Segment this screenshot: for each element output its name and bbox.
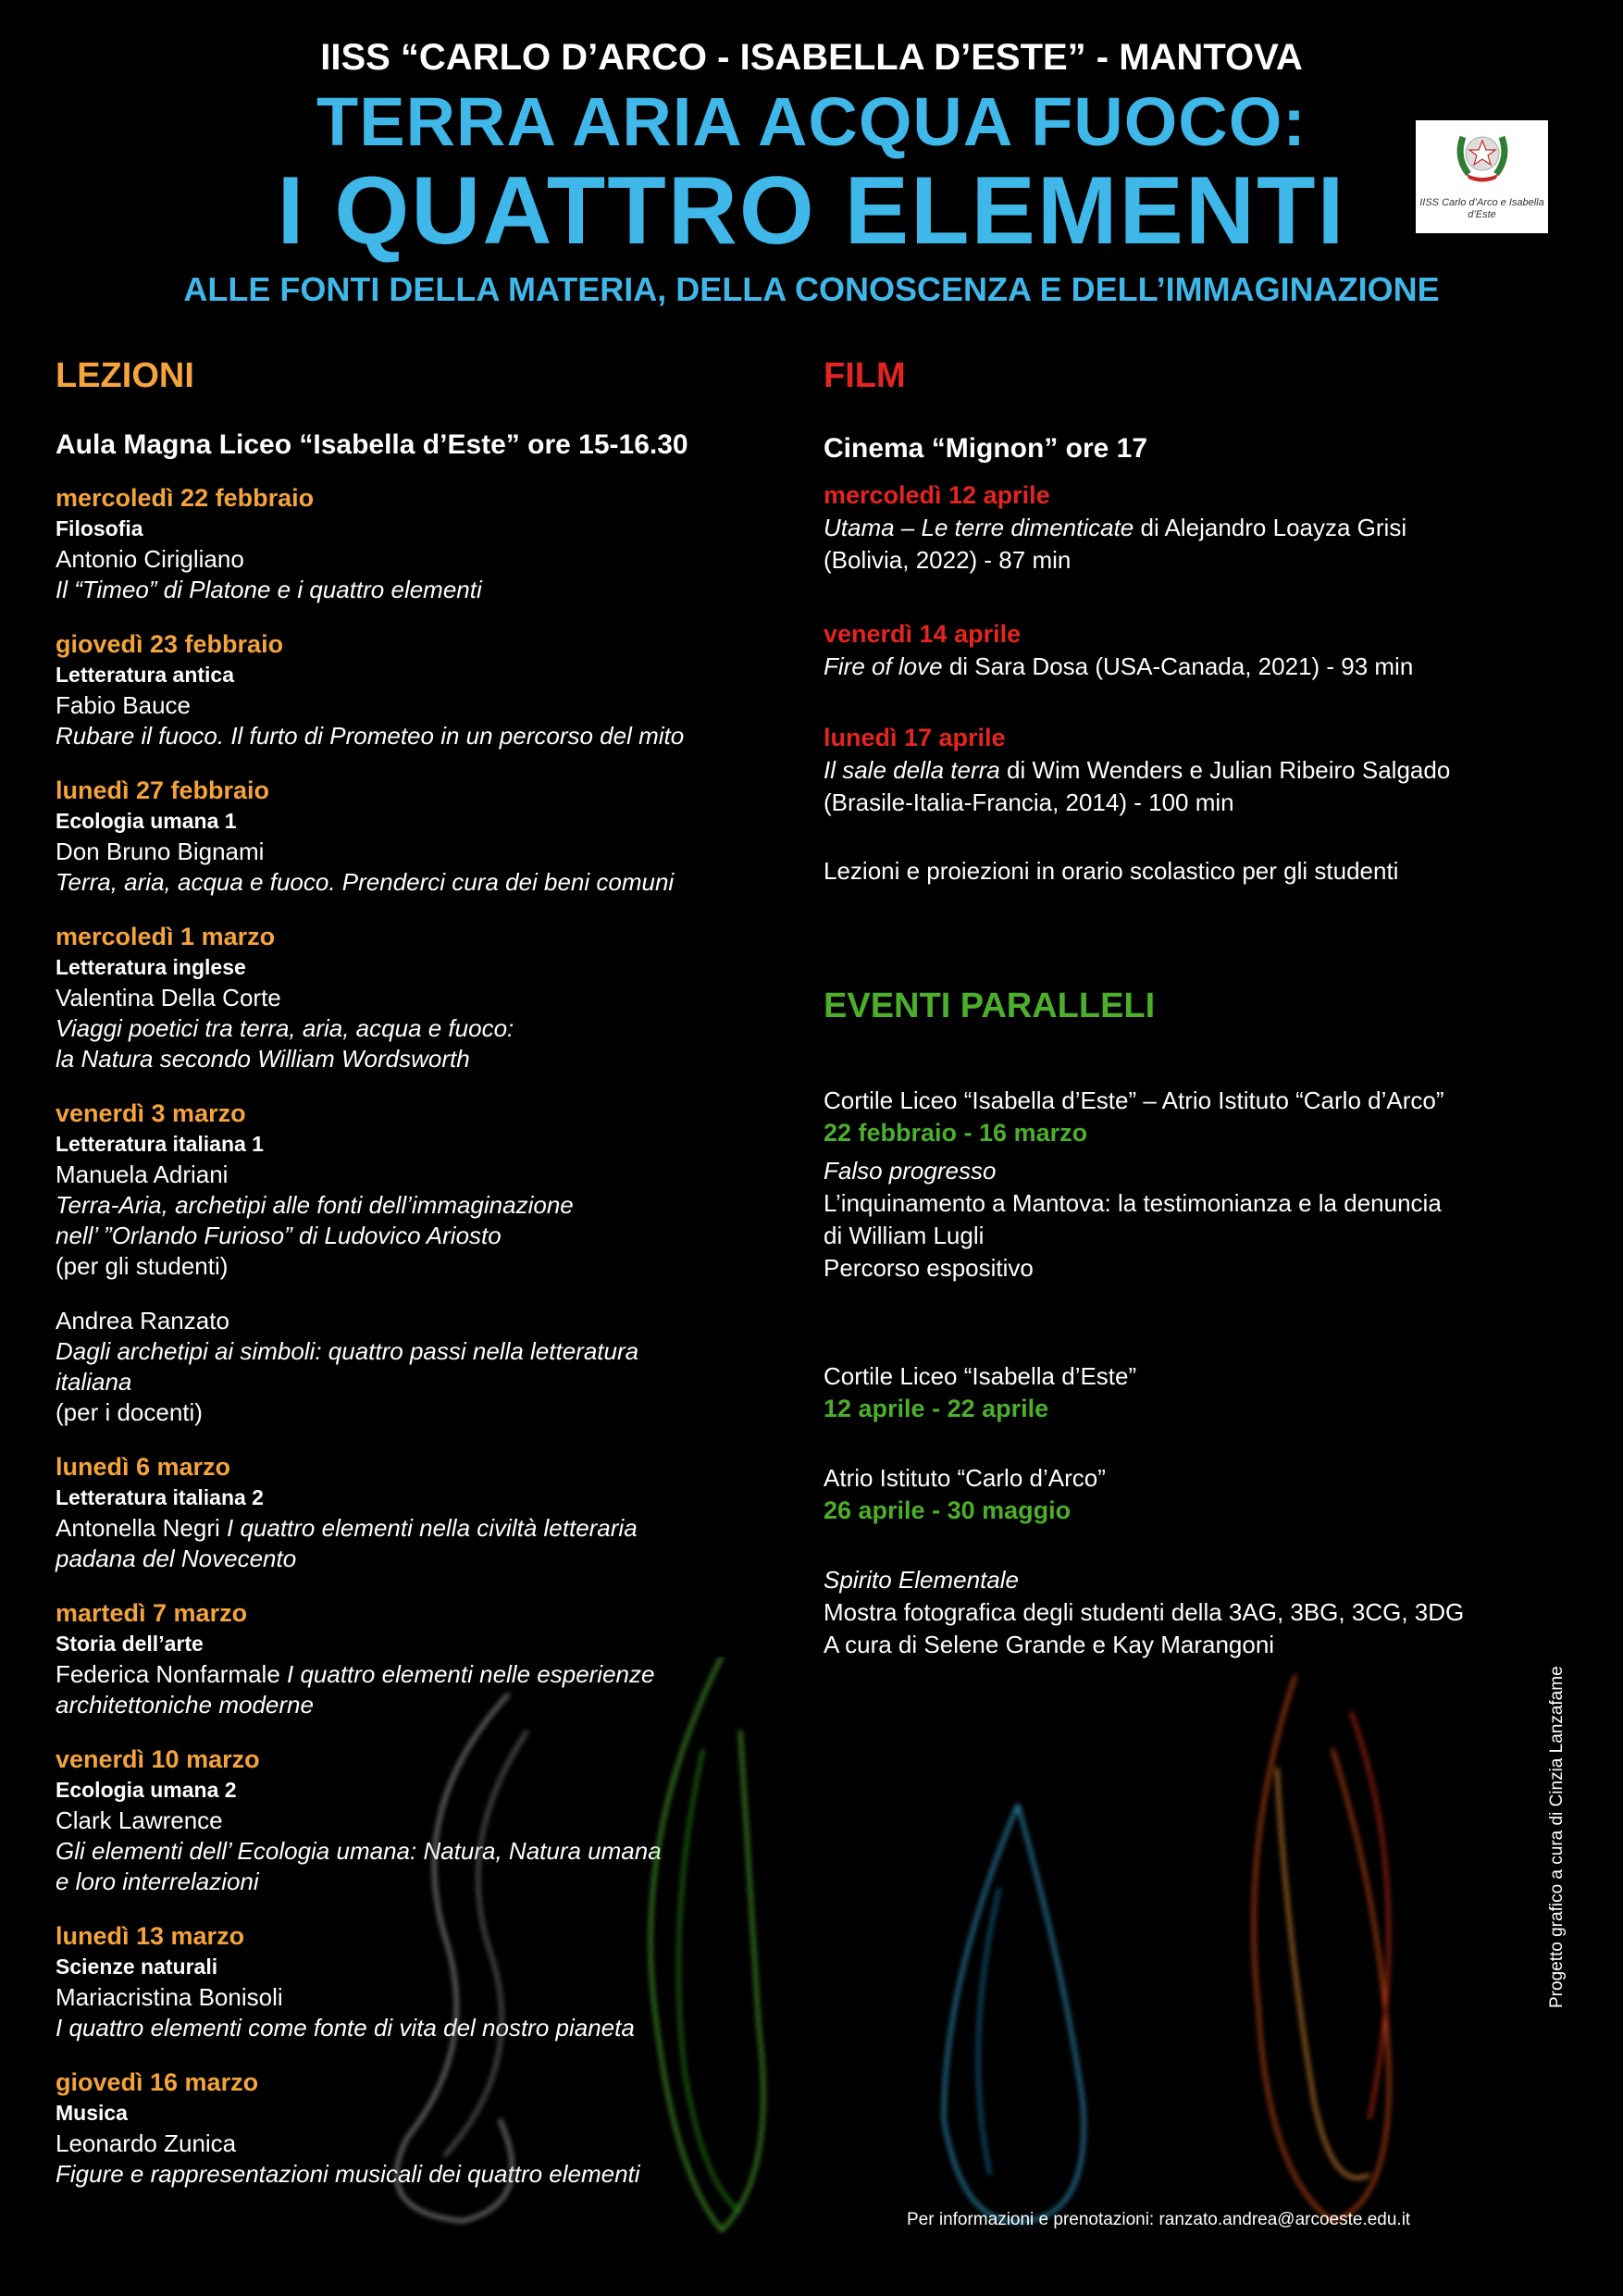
lecture-entry <box>56 483 787 605</box>
lecture-subject: Letteratura italiana 1 <box>56 1132 264 1156</box>
title-text: Gli elementi dell’ Ecologia umana: Natura, Natura umana <box>56 1837 662 1865</box>
text-line <box>56 721 787 751</box>
lecture-date: martedì 7 marzo <box>56 1599 248 1627</box>
film-entry <box>824 479 1564 577</box>
lecture-date: lunedì 27 febbraio <box>56 776 270 804</box>
school-logo <box>1416 120 1548 233</box>
lecture-subject: Letteratura inglese <box>56 955 246 979</box>
film-note: Lezioni e proiezioni in orario scolastico per gli studenti <box>824 857 1399 885</box>
text: Clark Lawrence <box>56 1806 223 1834</box>
lecture-date: lunedì 6 marzo <box>56 1453 231 1481</box>
text-line <box>56 1306 787 1336</box>
info-contact: Per informazioni e prenotazioni: ranzato.andrea@arcoeste.edu.it <box>907 2210 1411 2229</box>
text-line <box>56 1513 787 1544</box>
title-text: I quattro elementi nelle esperienze <box>287 1660 655 1688</box>
text-line <box>56 544 787 575</box>
film-date: venerdì 14 aprile <box>824 620 1022 648</box>
text-line <box>56 1044 787 1074</box>
graphic-credit: Progetto grafico a cura di Cinzia Lanzafame <box>1547 1666 1567 2008</box>
text: (per gli studenti) <box>56 1252 229 1280</box>
lecture-entry <box>56 922 787 1074</box>
text-line <box>56 1160 787 1190</box>
text: A cura di Selene Grande e Kay Marangoni <box>824 1631 1275 1658</box>
title-line-2: I QUATTRO ELEMENTI <box>277 157 1346 265</box>
lecture-subject: Storia dell’arte <box>56 1632 204 1656</box>
title-line-1: TERRA ARIA ACQUA FUOCO: <box>316 83 1307 160</box>
title-text: Terra, aria, acqua e fuoco. Prenderci cura dei beni comuni <box>56 868 675 896</box>
lecture-date: giovedì 23 febbraio <box>56 630 284 658</box>
text-line <box>824 1596 1564 1629</box>
title-text: Viaggi poetici tra terra, aria, acqua e fuoco: <box>56 1014 514 1042</box>
text-line <box>824 1220 1564 1252</box>
text-line <box>56 867 787 898</box>
title-text: la Natura secondo William Wordsworth <box>56 1045 470 1073</box>
text: (per i docenti) <box>56 1398 203 1426</box>
text-line <box>56 1544 787 1574</box>
text-line <box>824 512 1564 544</box>
lecture-entry <box>56 1098 787 1282</box>
text-line <box>56 983 787 1013</box>
lezioni-venue: Aula Magna Liceo “Isabella d’Este” ore 15-16.30 <box>56 429 688 460</box>
lecture-subject: Ecologia umana 2 <box>56 1778 237 1802</box>
lecture-date: venerdì 3 marzo <box>56 1099 246 1127</box>
text: Leonardo Zunica <box>56 2129 237 2157</box>
film-entry <box>824 618 1564 683</box>
text: di Alejandro Loayza Grisi <box>1134 514 1407 541</box>
text-line <box>824 651 1564 683</box>
title-text: Falso progresso <box>824 1157 997 1185</box>
title-text: Dagli archetipi ai simboli: quattro passi nella letteratura <box>56 1337 639 1365</box>
title-text: Il sale della terra <box>824 756 1000 784</box>
event-dates: 26 aprile - 30 maggio <box>824 1496 1072 1524</box>
event-dates: 12 aprile - 22 aprile <box>824 1395 1049 1422</box>
title-text: Fire of love <box>824 652 943 680</box>
film-date: mercoledì 12 aprile <box>824 481 1050 509</box>
emblem-icon <box>1450 120 1515 192</box>
text-line <box>824 544 1564 577</box>
text-line <box>56 1397 787 1428</box>
text: Manuela Adriani <box>56 1160 229 1188</box>
air-flame <box>397 1694 513 2221</box>
lecture-subject: Letteratura antica <box>56 663 235 687</box>
lecture-subject: Filosofia <box>56 516 143 540</box>
text-line <box>56 1251 787 1282</box>
text: di Sara Dosa (USA-Canada, 2021) - 93 min <box>942 652 1414 680</box>
earth-flame <box>650 1657 763 2230</box>
text-line <box>824 787 1564 819</box>
subtitle: ALLE FONTI DELLA MATERIA, DELLA CONOSCENZA E DELL’IMMAGINAZIONE <box>183 270 1440 308</box>
event-place: Cortile Liceo “Isabella d’Este” <box>824 1362 1137 1390</box>
school-name: IISS “CARLO D’ARCO - ISABELLA D’ESTE” - MANTOVA <box>320 37 1303 78</box>
text: Andrea Ranzato <box>56 1307 229 1334</box>
event-entry <box>824 1462 1564 1533</box>
title-text: Terra-Aria, archetipi alle fonti dell’immaginazione <box>56 1191 574 1219</box>
lecture-date: mercoledì 22 febbraio <box>56 484 315 512</box>
text: di Wim Wenders e Julian Ribeiro Salgado <box>999 756 1451 784</box>
water-flame <box>944 1805 1084 2222</box>
four-elements-flames <box>352 1657 1555 2249</box>
title-text: Rubare il fuoco. Il furto di Prometeo in un percorso del mito <box>56 722 685 750</box>
text: Fabio Bauce <box>56 691 191 719</box>
event-entry <box>824 1085 1564 1285</box>
text: Antonella Negri <box>56 1514 227 1542</box>
lecture-subject: Ecologia umana 1 <box>56 809 237 833</box>
logo-text: IISS Carlo d’Arco e Isabella d’Este <box>1419 197 1544 220</box>
text: L’inquinamento a Mantova: la testimonianza e la denuncia <box>824 1189 1442 1217</box>
lecture-entry <box>56 1306 787 1428</box>
title-text: e loro interrelazioni <box>56 1868 259 1895</box>
title-text: Utama – Le terre dimenticate <box>824 514 1134 541</box>
text: Mariacristina Bonisoli <box>56 1983 283 2011</box>
text: Antonio Cirigliano <box>56 545 244 573</box>
event-dates: 22 febbraio - 16 marzo <box>824 1119 1088 1147</box>
title-text: nell’ ”Orlando Furioso” di Ludovico Ariosto <box>56 1222 502 1249</box>
film-entry <box>824 722 1564 819</box>
event-place: Atrio Istituto “Carlo d’Arco” <box>824 1464 1106 1492</box>
text-line <box>56 1013 787 1044</box>
lecture-subject: Scienze naturali <box>56 1955 218 1979</box>
text-line <box>824 1187 1564 1220</box>
text-line <box>824 1564 1564 1596</box>
title-text: Il “Timeo” di Platone e i quattro elementi <box>56 576 482 603</box>
title-text: padana del Novecento <box>56 1545 297 1572</box>
lecture-subject: Letteratura italiana 2 <box>56 1485 264 1509</box>
film-venue: Cinema “Mignon” ore 17 <box>824 433 1148 464</box>
text-line <box>56 837 787 867</box>
film-heading: FILM <box>824 356 906 395</box>
text-line <box>56 1221 787 1251</box>
text: Valentina Della Corte <box>56 984 281 1011</box>
event-place: Cortile Liceo “Isabella d’Este” – Atrio Istituto “Carlo d’Arco” <box>824 1086 1444 1114</box>
text-line <box>824 754 1564 787</box>
text: (Bolivia, 2022) - 87 min <box>824 546 1072 574</box>
fire-flame <box>1254 1675 1389 2221</box>
text: (Brasile-Italia-Francia, 2014) - 100 min <box>824 788 1234 816</box>
text-line <box>56 1190 787 1221</box>
event-entry <box>824 1564 1564 1661</box>
lecture-entry <box>56 629 787 751</box>
title-text: I quattro elementi nella civiltà letteraria <box>227 1514 638 1542</box>
text: Don Bruno Bignami <box>56 838 265 865</box>
lecture-subject: Musica <box>56 2101 128 2125</box>
event-entry <box>824 1360 1564 1431</box>
title-text: italiana <box>56 1368 132 1396</box>
text: di William Lugli <box>824 1222 985 1249</box>
lecture-entry <box>56 1452 787 1574</box>
text-line <box>824 1252 1564 1285</box>
text-line <box>824 1155 1564 1187</box>
title-text: Figure e rappresentazioni musicali dei quattro elementi <box>56 2160 640 2188</box>
lecture-date: giovedì 16 marzo <box>56 2068 259 2096</box>
text: Mostra fotografica degli studenti della 3AG, 3BG, 3CG, 3DG <box>824 1598 1465 1626</box>
title-text: architettoniche moderne <box>56 1691 314 1719</box>
text: Federica Nonfarmale <box>56 1660 287 1688</box>
text-line <box>56 1367 787 1397</box>
eventi-heading: EVENTI PARALLELI <box>824 987 1156 1025</box>
text: Percorso espositivo <box>824 1254 1034 1282</box>
text-line <box>56 1336 787 1367</box>
lezioni-heading: LEZIONI <box>56 356 194 395</box>
text-line <box>56 575 787 605</box>
lecture-date: mercoledì 1 marzo <box>56 923 276 950</box>
lecture-date: venerdì 10 marzo <box>56 1745 260 1773</box>
text-line <box>56 690 787 721</box>
title-text: I quattro elementi come fonte di vita del nostro pianeta <box>56 2014 635 2042</box>
film-date: lunedì 17 aprile <box>824 724 1006 751</box>
title-text: Spirito Elementale <box>824 1566 1019 1594</box>
lecture-date: lunedì 13 marzo <box>56 1922 245 1950</box>
lecture-entry <box>56 776 787 898</box>
